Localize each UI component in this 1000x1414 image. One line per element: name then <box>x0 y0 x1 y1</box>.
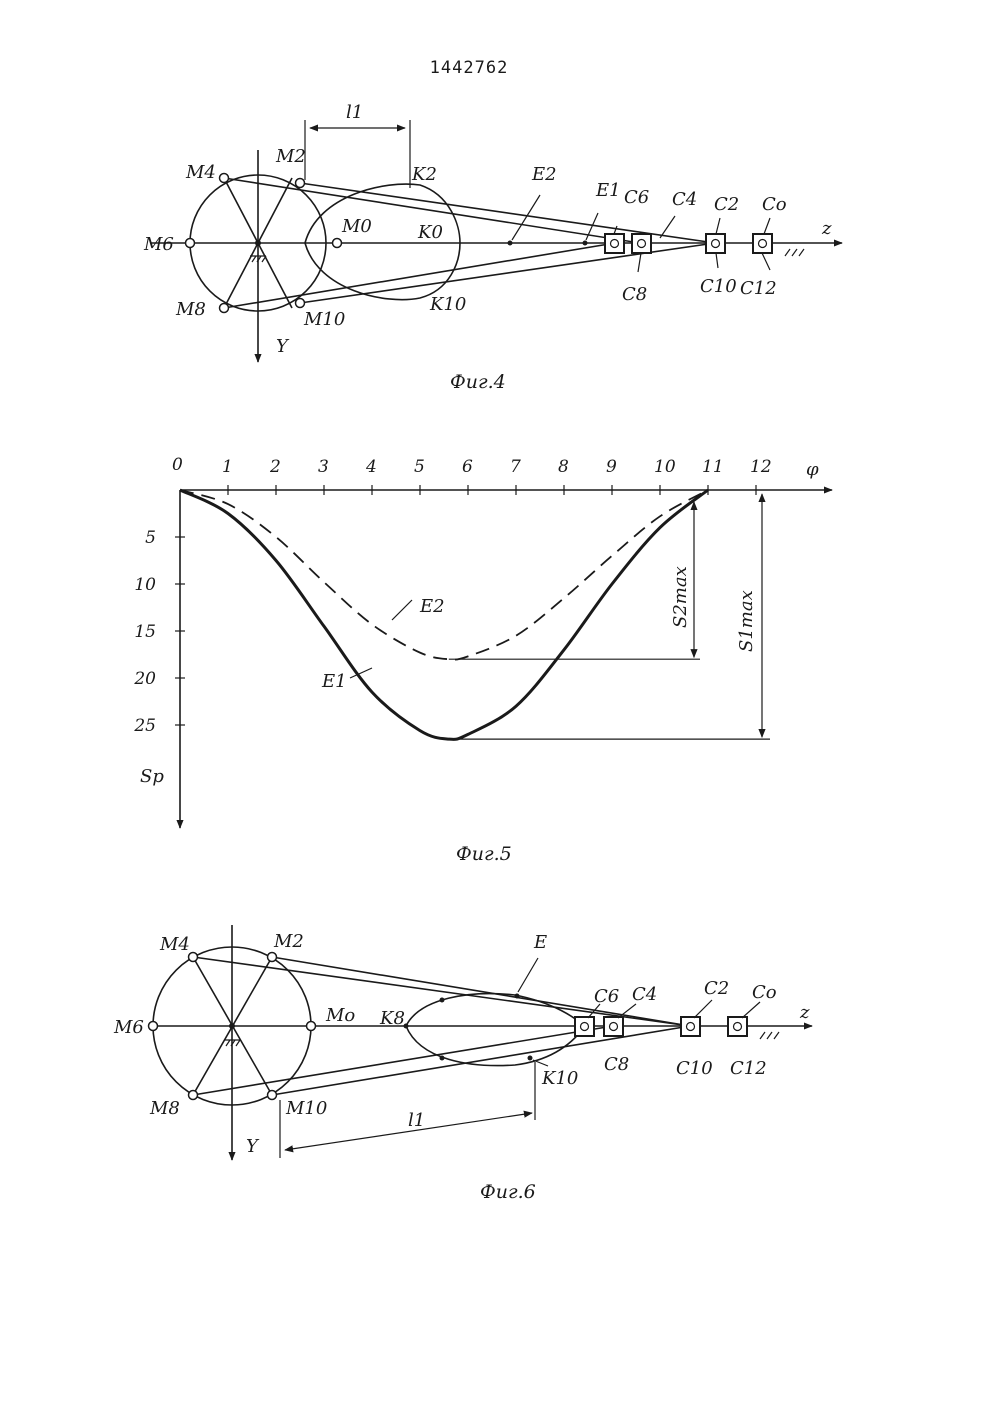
fig4-caption: Фиг.4 <box>450 371 506 393</box>
fig5-y-tick-label: 10 <box>134 575 156 595</box>
fig4-label-c0: Co <box>762 194 787 215</box>
fig4-label-m10: M10 <box>304 309 346 330</box>
fig6-joint-m10 <box>268 1091 277 1100</box>
fig4-label-c8: C8 <box>622 284 648 305</box>
fig4-label-e1: E1 <box>596 180 621 201</box>
fig6-point-k <box>440 998 445 1003</box>
fig6-label-c6: C6 <box>594 986 620 1007</box>
fig4-label-l1: l1 <box>346 102 364 123</box>
fig6-slider-c0 <box>728 1017 747 1036</box>
fig6-label-c10: C10 <box>676 1058 713 1079</box>
fig6-point-k10 <box>528 1056 533 1061</box>
fig6-leader-lines <box>518 958 760 1066</box>
fig4-label-m4: M4 <box>186 162 216 183</box>
fig6-label-c2: C2 <box>704 978 730 999</box>
fig6-joint-m0 <box>307 1022 316 1031</box>
figure-6 <box>113 925 812 1203</box>
fig5-y-tick-label: 15 <box>134 622 156 642</box>
fig5-series-e2 <box>180 490 708 660</box>
fig4-joint-m6 <box>186 239 195 248</box>
figure-5-chart <box>133 455 832 865</box>
fig6-label-e: E <box>534 932 548 953</box>
fig4-joint-m10 <box>296 299 305 308</box>
fig6-caption: Фиг.6 <box>480 1181 536 1203</box>
fig5-x-tick-label: 10 <box>654 457 676 477</box>
fig4-slider-c6 <box>605 234 624 253</box>
fig4-label-m8: M8 <box>176 299 206 320</box>
fig4-label-k0: K0 <box>418 222 443 243</box>
fig4-label-k10: K10 <box>430 294 467 315</box>
fig6-joint-m6 <box>149 1022 158 1031</box>
fig5-x-tick-label: 9 <box>606 457 617 477</box>
fig4-label-c10: C10 <box>700 276 737 297</box>
fig5-label-e1: E1 <box>322 671 347 692</box>
fig5-x-tick-label: 7 <box>510 457 521 477</box>
fig6-label-c4: C4 <box>632 984 658 1005</box>
fig5-x-tick-label: 6 <box>462 457 473 477</box>
fig4-label-c2: C2 <box>714 194 740 215</box>
fig6-label-k10: K10 <box>542 1068 579 1089</box>
fig4-label-c12: C12 <box>740 278 777 299</box>
fig6-label-c8: C8 <box>604 1054 630 1075</box>
fig5-origin-label: 0 <box>172 455 183 475</box>
fig6-slider-c6 <box>575 1017 594 1036</box>
fig4-joint-m2 <box>296 179 305 188</box>
fig5-x-tick-label: 2 <box>270 457 281 477</box>
fig4-label-k2: K2 <box>412 164 437 185</box>
fig6-label-m4: M4 <box>160 934 190 955</box>
fig5-x-tick-label: 5 <box>414 457 425 477</box>
fig6-label-z: z <box>800 1002 810 1023</box>
fig6-point-e <box>515 994 520 999</box>
fig5-leader-e2 <box>392 600 412 620</box>
fig4-label-m6: M6 <box>144 234 174 255</box>
fig6-label-m10: M10 <box>286 1098 328 1119</box>
fig6-joint-m2 <box>268 953 277 962</box>
fig6-label-m0: Mo <box>326 1005 356 1026</box>
fig5-x-tick-label: 11 <box>702 457 724 477</box>
fig5-dimensions <box>449 494 770 739</box>
fig4-center-pivot <box>255 240 261 246</box>
fig5-y-tick-label: 5 <box>145 528 156 548</box>
fig4-slider-c2 <box>706 234 725 253</box>
fig6-point-k-lower <box>440 1056 445 1061</box>
fig4-joint-m8 <box>220 304 229 313</box>
fig5-x-tick-label: 8 <box>558 457 569 477</box>
fig4-label-y: Y <box>276 336 288 357</box>
fig4-slider-ground-hatch <box>785 249 804 256</box>
fig4-label-c4: C4 <box>672 189 698 210</box>
fig4-point-e2 <box>508 241 513 246</box>
fig5-label-s2max: S2max <box>670 566 691 628</box>
fig5-y-axis-label: Sp <box>140 766 164 787</box>
fig6-label-y: Y <box>246 1136 258 1157</box>
fig4-label-e2: E2 <box>532 164 557 185</box>
fig4-label-c6: C6 <box>624 187 650 208</box>
fig6-label-l1: l1 <box>408 1110 426 1131</box>
fig4-label-m2: M2 <box>276 146 306 167</box>
fig4-link-m10 <box>300 243 715 303</box>
fig5-x-tick-label: 4 <box>366 457 377 477</box>
fig5-label-e2: E2 <box>420 596 445 617</box>
fig4-slider-c0 <box>753 234 772 253</box>
patent-number: 1442762 <box>429 58 509 78</box>
fig6-center-pivot <box>229 1023 235 1029</box>
fig4-label-m0: M0 <box>342 216 372 237</box>
fig5-y-tick-label: 25 <box>134 716 156 736</box>
fig5-x-tick-label: 1 <box>222 457 233 477</box>
fig5-x-axis-label: φ <box>806 459 819 480</box>
fig4-joint-m0 <box>333 239 342 248</box>
fig6-slider-c2 <box>681 1017 700 1036</box>
fig6-label-m2: M2 <box>274 931 304 952</box>
fig6-label-c0: Co <box>752 982 777 1003</box>
fig6-label-m6: M6 <box>114 1017 144 1038</box>
fig6-slider-c4 <box>604 1017 623 1036</box>
fig5-caption: Фиг.5 <box>456 843 512 865</box>
fig5-y-tick-label: 20 <box>134 669 156 689</box>
fig6-joint-m8 <box>189 1091 198 1100</box>
fig6-label-c12: C12 <box>730 1058 767 1079</box>
figure-4 <box>143 102 842 393</box>
fig6-label-m8: M8 <box>150 1098 180 1119</box>
fig4-slider-c4 <box>632 234 651 253</box>
fig5-x-tick-label: 12 <box>750 457 772 477</box>
fig4-point-e1 <box>583 241 588 246</box>
fig6-slider-ground-hatch <box>760 1032 779 1039</box>
fig5-label-s1max: S1max <box>736 590 757 652</box>
fig4-joint-m4 <box>220 174 229 183</box>
fig4-label-z: z <box>822 218 832 239</box>
fig5-x-tick-label: 3 <box>318 457 329 477</box>
fig6-label-k8: K8 <box>380 1008 405 1029</box>
